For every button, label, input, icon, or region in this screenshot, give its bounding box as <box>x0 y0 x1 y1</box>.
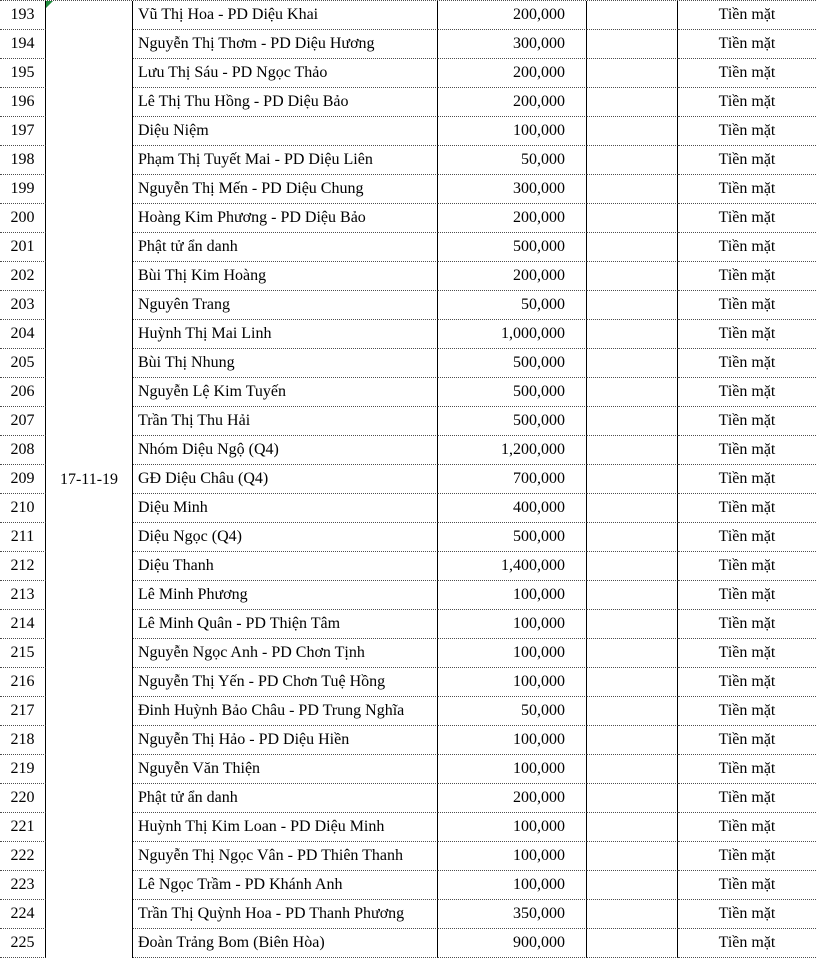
payment-method-cell[interactable]: Tiền mặt <box>678 813 816 842</box>
note-cell[interactable] <box>587 523 678 552</box>
note-cell[interactable] <box>587 552 678 581</box>
row-number-cell[interactable]: 222 <box>0 842 46 871</box>
row-number-cell[interactable]: 193 <box>0 1 46 30</box>
donor-name-cell[interactable]: Vũ Thị Hoa - PD Diệu Khai <box>133 1 438 30</box>
donor-name-cell[interactable]: Lưu Thị Sáu - PD Ngọc Thảo <box>133 59 438 88</box>
amount-cell[interactable]: 200,000 <box>438 204 587 233</box>
amount-cell[interactable]: 1,400,000 <box>438 552 587 581</box>
payment-method-cell[interactable]: Tiền mặt <box>678 291 816 320</box>
amount-cell[interactable]: 400,000 <box>438 494 587 523</box>
donor-name-cell[interactable]: Bùi Thị Kim Hoàng <box>133 262 438 291</box>
note-cell[interactable] <box>587 871 678 900</box>
payment-method-cell[interactable]: Tiền mặt <box>678 320 816 349</box>
note-cell[interactable] <box>587 378 678 407</box>
donor-name-cell[interactable]: Nguyên Trang <box>133 291 438 320</box>
row-number-cell[interactable]: 207 <box>0 407 46 436</box>
row-number-cell[interactable]: 216 <box>0 668 46 697</box>
amount-cell[interactable]: 200,000 <box>438 59 587 88</box>
payment-method-cell[interactable]: Tiền mặt <box>678 697 816 726</box>
row-number-cell[interactable]: 206 <box>0 378 46 407</box>
note-cell[interactable] <box>587 88 678 117</box>
donor-name-cell[interactable]: Lê Thị Thu Hồng - PD Diệu Bảo <box>133 88 438 117</box>
row-number-cell[interactable]: 197 <box>0 117 46 146</box>
note-cell[interactable] <box>587 929 678 958</box>
donor-name-cell[interactable]: Hoàng Kim Phương - PD Diệu Bảo <box>133 204 438 233</box>
note-cell[interactable] <box>587 842 678 871</box>
row-number-cell[interactable]: 223 <box>0 871 46 900</box>
payment-method-cell[interactable]: Tiền mặt <box>678 349 816 378</box>
note-cell[interactable] <box>587 30 678 59</box>
row-number-cell[interactable]: 218 <box>0 726 46 755</box>
donor-name-cell[interactable]: Bùi Thị Nhung <box>133 349 438 378</box>
payment-method-cell[interactable]: Tiền mặt <box>678 59 816 88</box>
donor-name-cell[interactable]: Diệu Minh <box>133 494 438 523</box>
amount-cell[interactable]: 700,000 <box>438 465 587 494</box>
payment-method-cell[interactable]: Tiền mặt <box>678 929 816 958</box>
row-number-cell[interactable]: 203 <box>0 291 46 320</box>
note-cell[interactable] <box>587 784 678 813</box>
note-cell[interactable] <box>587 349 678 378</box>
payment-method-cell[interactable]: Tiền mặt <box>678 581 816 610</box>
payment-method-cell[interactable]: Tiền mặt <box>678 726 816 755</box>
row-number-cell[interactable]: 205 <box>0 349 46 378</box>
donor-name-cell[interactable]: Nguyễn Thị Ngọc Vân - PD Thiên Thanh <box>133 842 438 871</box>
note-cell[interactable] <box>587 175 678 204</box>
row-number-cell[interactable]: 199 <box>0 175 46 204</box>
note-cell[interactable] <box>587 813 678 842</box>
row-number-cell[interactable]: 194 <box>0 30 46 59</box>
amount-cell[interactable]: 500,000 <box>438 233 587 262</box>
donor-name-cell[interactable]: Trần Thị Quỳnh Hoa - PD Thanh Phương <box>133 900 438 929</box>
payment-method-cell[interactable]: Tiền mặt <box>678 204 816 233</box>
amount-cell[interactable]: 100,000 <box>438 610 587 639</box>
donor-name-cell[interactable]: Nguyễn Văn Thiện <box>133 755 438 784</box>
donor-name-cell[interactable]: Phạm Thị Tuyết Mai - PD Diệu Liên <box>133 146 438 175</box>
note-cell[interactable] <box>587 436 678 465</box>
amount-cell[interactable]: 500,000 <box>438 349 587 378</box>
payment-method-cell[interactable]: Tiền mặt <box>678 262 816 291</box>
donor-name-cell[interactable]: Nguyễn Lệ Kim Tuyến <box>133 378 438 407</box>
amount-cell[interactable]: 100,000 <box>438 842 587 871</box>
payment-method-cell[interactable]: Tiền mặt <box>678 668 816 697</box>
donor-name-cell[interactable]: GĐ Diệu Châu (Q4) <box>133 465 438 494</box>
donor-name-cell[interactable]: Diệu Ngọc (Q4) <box>133 523 438 552</box>
row-number-cell[interactable]: 221 <box>0 813 46 842</box>
row-number-cell[interactable]: 215 <box>0 639 46 668</box>
note-cell[interactable] <box>587 146 678 175</box>
note-cell[interactable] <box>587 755 678 784</box>
donor-name-cell[interactable]: Nguyễn Thị Yến - PD Chơn Tuệ Hồng <box>133 668 438 697</box>
donor-name-cell[interactable]: Lê Minh Phương <box>133 581 438 610</box>
payment-method-cell[interactable]: Tiền mặt <box>678 146 816 175</box>
amount-cell[interactable]: 100,000 <box>438 581 587 610</box>
row-number-cell[interactable]: 200 <box>0 204 46 233</box>
donor-name-cell[interactable]: Trần Thị Thu Hải <box>133 407 438 436</box>
amount-cell[interactable]: 100,000 <box>438 755 587 784</box>
row-number-cell[interactable]: 212 <box>0 552 46 581</box>
payment-method-cell[interactable]: Tiền mặt <box>678 552 816 581</box>
donor-name-cell[interactable]: Diệu Thanh <box>133 552 438 581</box>
donor-name-cell[interactable]: Nguyễn Thị Mến - PD Diệu Chung <box>133 175 438 204</box>
payment-method-cell[interactable]: Tiền mặt <box>678 233 816 262</box>
row-number-cell[interactable]: 196 <box>0 88 46 117</box>
payment-method-cell[interactable]: Tiền mặt <box>678 465 816 494</box>
row-number-cell[interactable]: 214 <box>0 610 46 639</box>
note-cell[interactable] <box>587 204 678 233</box>
row-number-cell[interactable]: 213 <box>0 581 46 610</box>
note-cell[interactable] <box>587 668 678 697</box>
payment-method-cell[interactable]: Tiền mặt <box>678 30 816 59</box>
donor-name-cell[interactable]: Huỳnh Thị Mai Linh <box>133 320 438 349</box>
payment-method-cell[interactable]: Tiền mặt <box>678 1 816 30</box>
amount-cell[interactable]: 100,000 <box>438 117 587 146</box>
row-number-cell[interactable]: 208 <box>0 436 46 465</box>
note-cell[interactable] <box>587 900 678 929</box>
note-cell[interactable] <box>587 610 678 639</box>
payment-method-cell[interactable]: Tiền mặt <box>678 900 816 929</box>
payment-method-cell[interactable]: Tiền mặt <box>678 117 816 146</box>
cell-corner-flag-icon <box>46 1 53 8</box>
date-cell[interactable] <box>46 1 133 958</box>
donor-name-cell[interactable]: Lê Ngọc Trầm - PD Khánh Anh <box>133 871 438 900</box>
amount-cell[interactable]: 500,000 <box>438 523 587 552</box>
amount-cell[interactable]: 1,000,000 <box>438 320 587 349</box>
amount-cell[interactable]: 200,000 <box>438 262 587 291</box>
note-cell[interactable] <box>587 726 678 755</box>
donor-name-cell[interactable]: Nguyễn Thị Thơm - PD Diệu Hương <box>133 30 438 59</box>
note-cell[interactable] <box>587 233 678 262</box>
note-cell[interactable] <box>587 291 678 320</box>
note-cell[interactable] <box>587 581 678 610</box>
amount-cell[interactable]: 300,000 <box>438 30 587 59</box>
amount-cell[interactable]: 50,000 <box>438 291 587 320</box>
amount-cell[interactable]: 100,000 <box>438 639 587 668</box>
donor-name-cell[interactable]: Đoàn Trảng Bom (Biên Hòa) <box>133 929 438 958</box>
amount-cell[interactable]: 100,000 <box>438 668 587 697</box>
amount-cell[interactable]: 200,000 <box>438 88 587 117</box>
note-cell[interactable] <box>587 262 678 291</box>
row-number-cell[interactable]: 220 <box>0 784 46 813</box>
payment-method-cell[interactable]: Tiền mặt <box>678 175 816 204</box>
row-number-cell[interactable]: 195 <box>0 59 46 88</box>
donor-name-cell[interactable]: Lê Minh Quân - PD Thiện Tâm <box>133 610 438 639</box>
note-cell[interactable] <box>587 697 678 726</box>
amount-cell[interactable]: 900,000 <box>438 929 587 958</box>
row-number-cell[interactable]: 201 <box>0 233 46 262</box>
amount-cell[interactable]: 200,000 <box>438 1 587 30</box>
payment-method-cell[interactable]: Tiền mặt <box>678 610 816 639</box>
amount-cell[interactable]: 300,000 <box>438 175 587 204</box>
amount-cell[interactable]: 100,000 <box>438 871 587 900</box>
note-cell[interactable] <box>587 494 678 523</box>
note-cell[interactable] <box>587 117 678 146</box>
donor-name-cell[interactable]: Diệu Niệm <box>133 117 438 146</box>
payment-method-cell[interactable]: Tiền mặt <box>678 523 816 552</box>
donor-name-cell[interactable]: Đinh Huỳnh Bảo Châu - PD Trung Nghĩa <box>133 697 438 726</box>
row-number-cell[interactable]: 204 <box>0 320 46 349</box>
note-cell[interactable] <box>587 1 678 30</box>
donor-name-cell[interactable]: Nguyễn Ngọc Anh - PD Chơn Tịnh <box>133 639 438 668</box>
donor-name-cell[interactable]: Phật tử ẩn danh <box>133 784 438 813</box>
row-number-cell[interactable]: 210 <box>0 494 46 523</box>
donor-name-cell[interactable]: Huỳnh Thị Kim Loan - PD Diệu Minh <box>133 813 438 842</box>
note-cell[interactable] <box>587 59 678 88</box>
donor-name-cell[interactable]: Phật tử ẩn danh <box>133 233 438 262</box>
amount-cell[interactable]: 100,000 <box>438 726 587 755</box>
note-cell[interactable] <box>587 320 678 349</box>
amount-cell[interactable]: 500,000 <box>438 407 587 436</box>
donor-name-cell[interactable]: Nhóm Diệu Ngộ (Q4) <box>133 436 438 465</box>
date-label: 17-11-19 <box>59 470 119 488</box>
amount-cell[interactable]: 50,000 <box>438 697 587 726</box>
amount-cell[interactable]: 50,000 <box>438 146 587 175</box>
payment-method-cell[interactable]: Tiền mặt <box>678 784 816 813</box>
payment-method-cell[interactable]: Tiền mặt <box>678 755 816 784</box>
amount-cell[interactable]: 1,200,000 <box>438 436 587 465</box>
payment-method-cell[interactable]: Tiền mặt <box>678 378 816 407</box>
donor-name-cell[interactable]: Nguyễn Thị Hảo - PD Diệu Hiền <box>133 726 438 755</box>
amount-cell[interactable]: 200,000 <box>438 784 587 813</box>
payment-method-cell[interactable]: Tiền mặt <box>678 88 816 117</box>
row-number-cell[interactable]: 217 <box>0 697 46 726</box>
payment-method-cell[interactable]: Tiền mặt <box>678 842 816 871</box>
payment-method-cell[interactable]: Tiền mặt <box>678 871 816 900</box>
payment-method-cell[interactable]: Tiền mặt <box>678 436 816 465</box>
row-number-cell[interactable]: 219 <box>0 755 46 784</box>
row-number-cell[interactable]: 225 <box>0 929 46 958</box>
payment-method-cell[interactable]: Tiền mặt <box>678 407 816 436</box>
amount-cell[interactable]: 350,000 <box>438 900 587 929</box>
row-number-cell[interactable]: 202 <box>0 262 46 291</box>
amount-cell[interactable]: 500,000 <box>438 378 587 407</box>
payment-method-cell[interactable]: Tiền mặt <box>678 639 816 668</box>
note-cell[interactable] <box>587 407 678 436</box>
row-number-cell[interactable]: 198 <box>0 146 46 175</box>
row-number-cell[interactable]: 209 <box>0 465 46 494</box>
row-number-cell[interactable]: 211 <box>0 523 46 552</box>
payment-method-cell[interactable]: Tiền mặt <box>678 494 816 523</box>
row-number-cell[interactable]: 224 <box>0 900 46 929</box>
note-cell[interactable] <box>587 639 678 668</box>
note-cell[interactable] <box>587 465 678 494</box>
amount-cell[interactable]: 100,000 <box>438 813 587 842</box>
